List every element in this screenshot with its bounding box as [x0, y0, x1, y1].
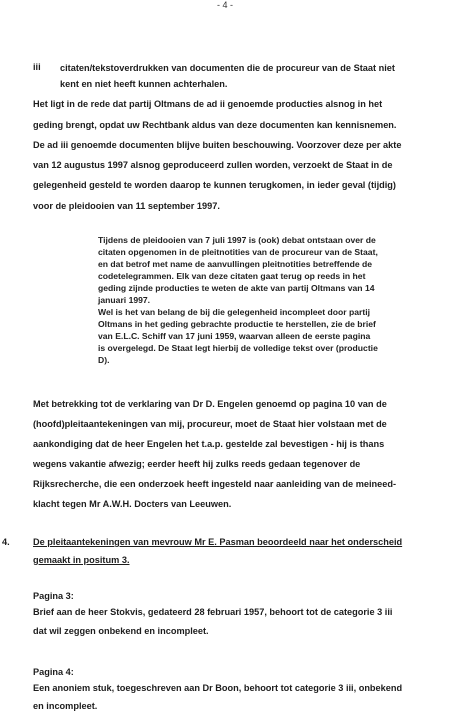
quote-line-7: Wel is het van belang de bij die gelegenheid incompleet door partij [98, 307, 371, 317]
quote-line-11: D). [98, 355, 110, 365]
para1-line-2: geding brengt, opdat uw Rechtbank aldus van deze documenten kan kennisnemen. [33, 120, 397, 130]
pagina-3-line-2: dat wil zeggen onbekend en incompleet. [33, 626, 209, 636]
quote-line-5: geding zijnde producties te weten de akte van partij Oltmans van 14 [98, 283, 375, 293]
para2-line-2: (hoofd)pleitaantekeningen van mij, procureur, moet de Staat hier volstaan met de [33, 419, 387, 429]
para1-line-5: gelegenheid gesteld te worden daarop te kunnen terugkomen, in ieder geval (tijdig) [33, 180, 396, 190]
para1-line-4: van 12 augustus 1997 alsnog geproduceerd zullen worden, verzoekt de Staat in de [33, 160, 393, 170]
quote-line-10: is overgelegd. De Staat legt hierbij de volledige tekst over (productie [98, 343, 378, 353]
para1-line-6: voor de pleidooien van 11 september 1997. [33, 201, 220, 211]
pagina-4-line-1: Een anoniem stuk, toegeschreven aan Dr Boon, behoort tot categorie 3 iii, onbekend [33, 683, 403, 693]
pagina-4-line-2: en incompleet. [33, 701, 98, 711]
quote-line-3: en dat betrof met name de aanvullingen pleitnotities betreffende de [98, 259, 373, 269]
pagina-3-heading: Pagina 3: [33, 591, 74, 601]
quote-line-8: Oltmans in het geding gebrachte productie te herstellen, zie de brief [98, 319, 376, 329]
para2-line-6: klacht tegen Mr A.W.H. Docters van Leeuwen. [33, 499, 232, 509]
para2-line-3: aankondiging dat de heer Engelen het t.a.p. gestelde zal bevestigen - hij is thans [33, 439, 385, 449]
para2-line-4: wegens vakantie afwezig; eerder heeft hij zulks reeds gedaan tegenover de [33, 459, 361, 469]
section-4-number: 4. [2, 537, 10, 547]
item-iii-marker: iii [33, 62, 41, 72]
section-4-heading-line-1: De pleitaantekeningen van mevrouw Mr E. Pasman beoordeeld naar het onderscheid [33, 537, 403, 547]
item-iii-line-2: kent en niet heeft kunnen achterhalen. [60, 79, 228, 89]
quote-line-6: januari 1997. [98, 295, 151, 305]
para1-line-1: Het ligt in de rede dat partij Oltmans de ad ii genoemde producties alsnog in het [33, 99, 383, 109]
para1-line-3: De ad iii genoemde documenten blijve buiten beschouwing. Voorzover deze per akte [33, 140, 402, 150]
para2-line-5: Rijksrecherche, die een onderzoek heeft ingesteld naar aanleiding van de meineed- [33, 479, 397, 489]
item-iii-line-1: citaten/tekstoverdrukken van documenten die de procureur van de Staat niet [60, 63, 395, 73]
page-number: - 4 - [216, 0, 233, 10]
para2-line-1: Met betrekking tot de verklaring van Dr D. Engelen genoemd op pagina 10 van de [33, 399, 387, 409]
quote-line-4: codetelegrammen. Elk van deze citaten gaat terug op reeds in het [98, 271, 366, 281]
section-4-heading-line-2: gemaakt in positum 3. [33, 555, 130, 565]
pagina-4-heading: Pagina 4: [33, 667, 74, 677]
quote-line-1: Tijdens de pleidooien van 7 juli 1997 is (ook) debat ontstaan over de [98, 235, 376, 245]
quote-line-2: citaten opgenomen in de pleitnotities van de procureur van de Staat, [98, 247, 378, 257]
pagina-3-line-1: Brief aan de heer Stokvis, gedateerd 28 februari 1957, behoort tot de categorie 3 iii [33, 607, 393, 617]
quote-line-9: van E.L.C. Schiff van 17 juni 1959, waarvan alleen de eerste pagina [98, 331, 371, 341]
